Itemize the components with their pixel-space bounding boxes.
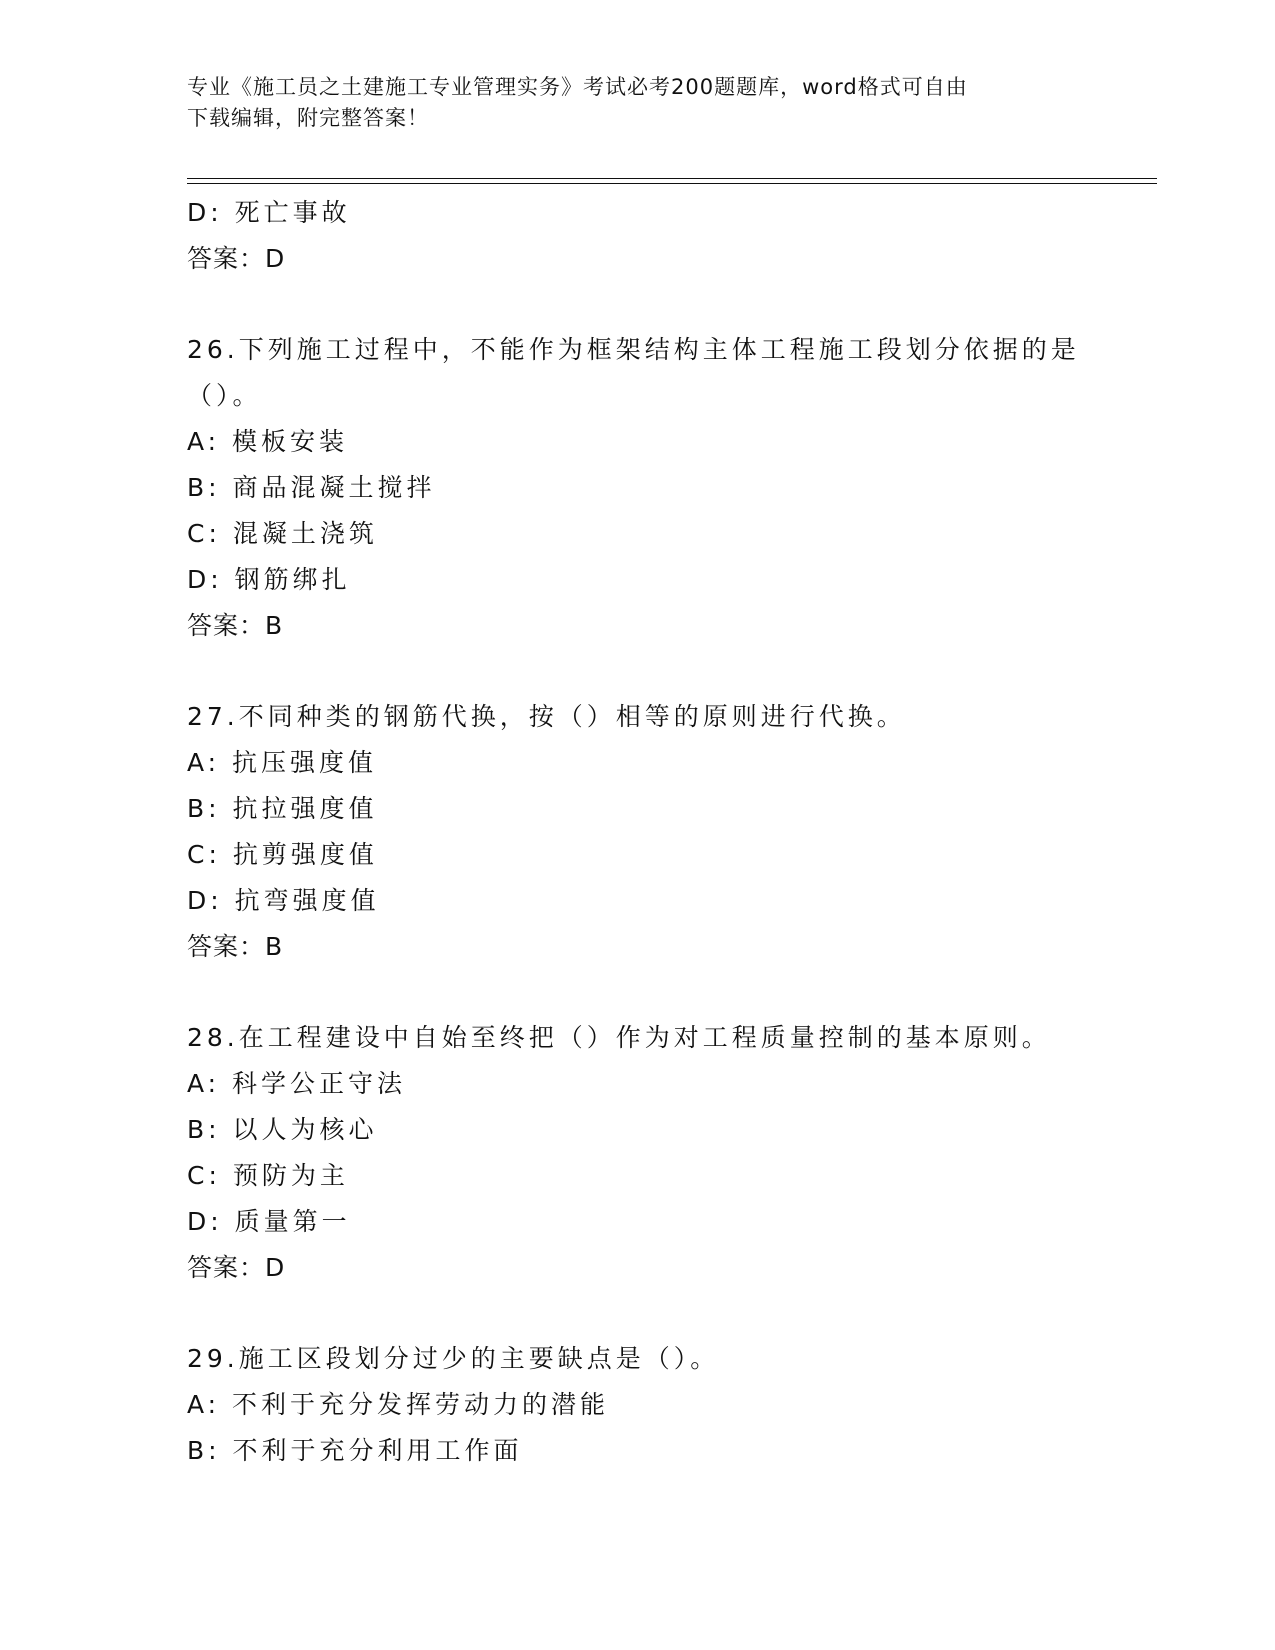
question-stem: 28.在工程建设中自始至终把（）作为对工程质量控制的基本原则。 [187,1023,1051,1052]
spacer [187,282,1087,327]
answer: 答案：B [187,611,284,640]
option-d: D: 质量第一 [187,1207,351,1236]
spacer [187,649,1087,694]
option-c: C: 抗剪强度值 [187,840,378,869]
question-list [187,190,1087,1474]
spacer [187,970,1087,1015]
option-b: B: 商品混凝土搅拌 [187,473,436,502]
option-a: A: 不利于充分发挥劳动力的潜能 [187,1390,610,1419]
question-stem: 27.不同种类的钢筋代换，按（）相等的原则进行代换。 [187,702,906,731]
option-d: D: 钢筋绑扎 [187,565,351,594]
question-stem: 26.下列施工过程中，不能作为框架结构主体工程施工段划分依据的是 [187,335,1080,364]
answer: 答案：B [187,932,284,961]
option-b: B: 抗拉强度值 [187,794,378,823]
option-d: D: 死亡事故 [187,198,351,227]
option-b: B: 以人为核心 [187,1115,378,1144]
option-c: C: 混凝土浇筑 [187,519,378,548]
question-stem-cont: （）。 [187,381,262,410]
header-line: 下载编辑，附完整答案！ [187,106,429,130]
answer: 答案：D [187,244,286,273]
option-a: A: 科学公正守法 [187,1069,407,1098]
header-divider [187,178,1157,184]
header-line: 专业《施工员之土建施工专业管理实务》考试必考200题题库，word格式可自由 [187,75,968,99]
answer: 答案：D [187,1253,286,1282]
option-c: C: 预防为主 [187,1161,349,1190]
page-header [187,72,1087,134]
option-d: D: 抗弯强度值 [187,886,380,915]
option-b: B: 不利于充分利用工作面 [187,1436,523,1465]
option-a: A: 模板安装 [187,427,349,456]
question-stem: 29.施工区段划分过少的主要缺点是（）。 [187,1344,720,1373]
spacer [187,1291,1087,1336]
option-a: A: 抗压强度值 [187,748,378,777]
